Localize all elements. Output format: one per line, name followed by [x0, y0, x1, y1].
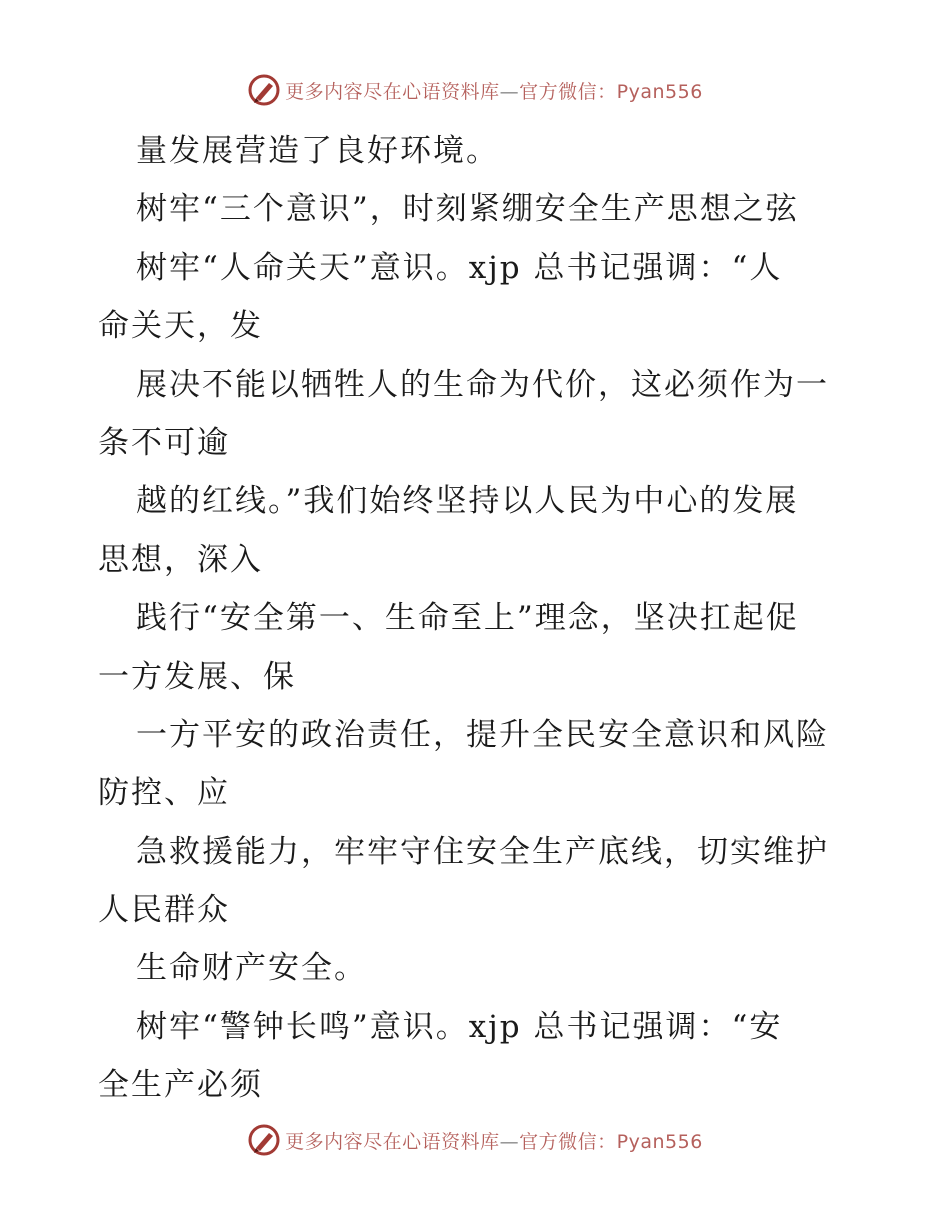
body-line: 思想，深入 — [98, 541, 263, 578]
body-line: 树牢“警钟长鸣”意识。xjp 总书记强调：“安 — [136, 1008, 783, 1045]
body-line: 量发展营造了良好环境。 — [136, 133, 499, 169]
body-line: 践行“安全第一、生命至上”理念，坚决扛起促 — [136, 600, 799, 637]
footer-banner-main: 更多内容尽在心语资料库 — [285, 1130, 500, 1153]
footer-banner-text — [285, 1127, 703, 1154]
header-banner — [0, 70, 950, 110]
footer-banner-wechat: 官方微信：Pyan556 — [519, 1130, 703, 1153]
body-line: 展决不能以牺牲人的生命为代价，这必须作为一 — [136, 366, 829, 403]
footer-banner-sep: — — [499, 1130, 520, 1153]
pen-logo-icon — [247, 73, 281, 107]
header-banner-main: 更多内容尽在心语资料库 — [285, 80, 500, 103]
header-banner-text — [285, 77, 703, 104]
body-line: 树牢“人命关天”意识。xjp 总书记强调：“人 — [136, 249, 783, 286]
body-line: 树牢“三个意识”，时刻紧绷安全生产思想之弦 — [136, 191, 799, 228]
body-line: 一方平安的政治责任，提升全民安全意识和风险 — [136, 716, 829, 753]
body-line: 全生产必须 — [98, 1067, 263, 1104]
document-body — [98, 122, 858, 1115]
footer-banner — [0, 1120, 950, 1160]
body-line: 生命财产安全。 — [136, 950, 367, 987]
body-line: 急救援能力，牢牢守住安全生产底线，切实维护 — [136, 833, 829, 870]
body-line: 防控、应 — [98, 775, 230, 812]
header-banner-wechat: 官方微信：Pyan556 — [519, 80, 703, 103]
body-line: 命关天，发 — [98, 308, 263, 345]
body-line: 人民群众 — [98, 892, 230, 929]
pen-logo-icon — [247, 1123, 281, 1157]
body-line: 条不可逾 — [98, 424, 230, 461]
header-banner-sep: — — [499, 80, 520, 103]
body-line: 越的红线。”我们始终坚持以人民为中心的发展 — [136, 483, 799, 520]
body-line: 一方发展、保 — [98, 658, 296, 695]
